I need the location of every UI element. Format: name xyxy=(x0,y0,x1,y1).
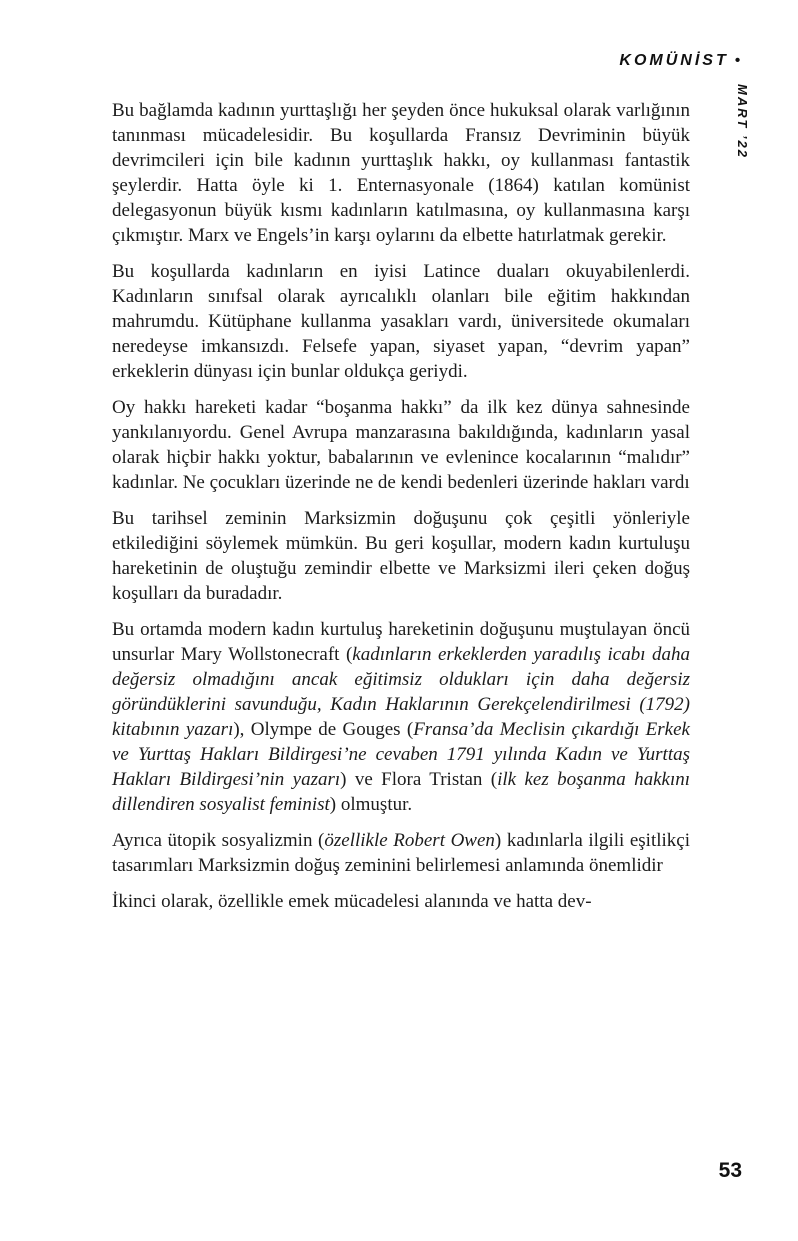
journal-title: KOMÜNİST xyxy=(619,52,729,69)
paragraph-segment: Ayrıca ütopik sosyalizmin ( xyxy=(112,830,325,851)
paragraph-segment-italic: özellikle Robert Owen xyxy=(324,830,495,851)
page-number: 53 xyxy=(718,1159,742,1182)
paragraph-segment: Bu ortamda modern kadın kurtuluş hareketinin doğuşunu muştulayan öncü unsurlar Mary Wollstonecraft ( xyxy=(112,619,690,665)
paragraph xyxy=(112,889,690,914)
paragraph-segment: ) kadınlarla ilgili eşitlikçi tasarımları Marksizmin doğuş zeminini belirlemesi anlamında önemlidir xyxy=(112,830,691,876)
body-text xyxy=(112,98,690,925)
paragraph xyxy=(112,259,690,384)
paragraph-segment-italic: Fransa’da Meclisin çıkardığı Erkek ve Yurttaş Hakları Bildirgesi’ne cevaben 1791 yılında Kadın ve Yurttaş Hakları Bildirgesi’nin yazarı xyxy=(112,719,690,790)
paragraph xyxy=(112,395,690,495)
paragraph-segment: Oy hakkı hareketi kadar “boşanma hakkı” da ilk kez dünya sahnesinde yankılanıyordu. Genel Avrupa manzarasına bakıldığında, kadınların yasal olarak hiçbir hakkı yoktur, babalarının ve evlenince kocalarının “malıdır” kadınlar. Ne çocukları üzerinde ne de kendi bedenleri üzerinde hakları vardı xyxy=(112,397,690,493)
paragraph-segment-italic: kadınların erkeklerden yaradılış icabı daha değersiz olmadığını ancak eğitimsiz oldukları için daha değersiz göründüklerini savunduğu, Kadın Haklarının Gerekçelendirilmesi (1792) kitabının yazarı xyxy=(112,644,690,740)
page-header xyxy=(619,52,740,70)
header-bullet: • xyxy=(734,52,740,69)
paragraph xyxy=(112,617,690,817)
paragraph-segment: Bu bağlamda kadının yurttaşlığı her şeyden önce hukuksal olarak varlığının tanınması mücadelesidir. Bu koşullarda Fransız Devriminin büyük devrimcileri için bile kadının yurttaşlık hakkı, oy kullanması fantastik şeylerdir. Hatta öyle ki 1. Enternasyonale (1864) katılan komünist delegasyonun büyük kısmı kadınların katılmasına, oy kullanmasına karşı çıkmıştır. Marx ve Engels’in karşı oylarını da elbette hatırlatmak gerekir. xyxy=(112,100,690,246)
paragraph-segment: ) ve Flora Tristan ( xyxy=(340,769,498,790)
paragraph-segment: ) olmuştur. xyxy=(329,794,413,815)
paragraph xyxy=(112,98,690,248)
paragraph-segment: Bu koşullarda kadınların en iyisi Latince duaları okuyabilenlerdi. Kadınların sınıfsal olarak ayrıcalıklı olanları bile eğitim hakkından mahrumdu. Kütüphane kullanma yasakları vardı, üniversitede okumaları neredeyse imkansızdı. Felsefe yapan, siyaset yapan, “devrim yapan” erkeklerin dünyası için bunlar oldukça geriydi. xyxy=(112,261,690,382)
paragraph-segment: Bu tarihsel zeminin Marksizmin doğuşunu çok çeşitli yönleriyle etkilediğini söylemek mümkün. Bu geri koşullar, modern kadın kurtuluşu hareketinin de oluştuğu zemindir elbette ve Marksizmi ileri çeken doğuş koşulları da buradadır. xyxy=(112,508,690,604)
paragraph xyxy=(112,506,690,606)
issue-label: MART ’22 xyxy=(735,84,750,159)
paragraph-segment: ), Olympe de Gouges ( xyxy=(233,719,414,740)
paragraph-segment-italic: ilk kez boşanma hakkını dillendiren sosyalist feminist xyxy=(112,769,690,815)
paragraph-segment: İkinci olarak, özellikle emek mücadelesi alanında ve hatta dev- xyxy=(112,891,592,912)
paragraph xyxy=(112,828,690,878)
